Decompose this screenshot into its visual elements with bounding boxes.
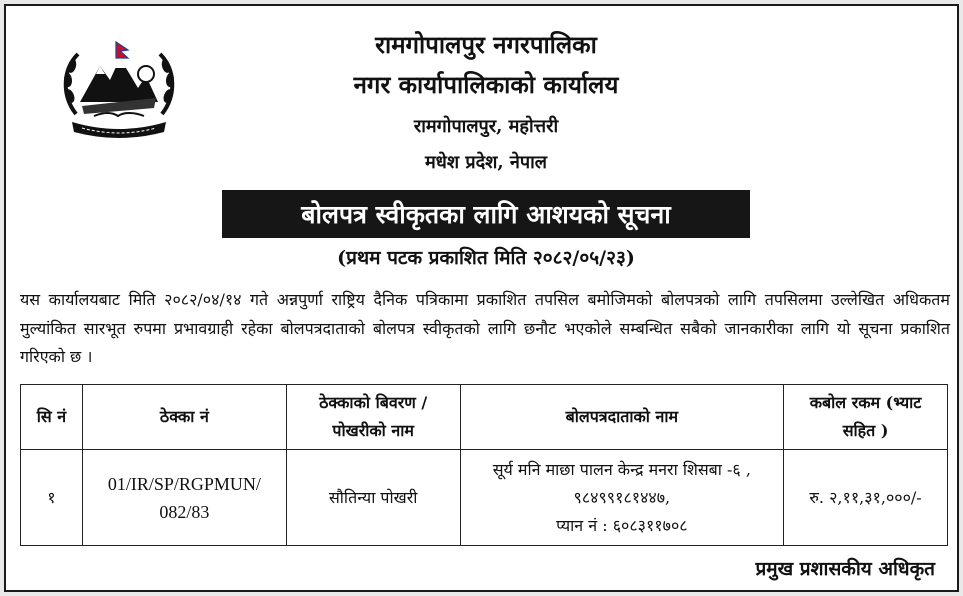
col-header-description: ठेक्काको बिवरण / पोखरीको नाम bbox=[286, 385, 460, 450]
col-header-sn: सि नं bbox=[21, 385, 83, 450]
notice-title: बोलपत्र स्वीकृतका लागि आशयको सूचना bbox=[222, 190, 750, 238]
cell-amount: रु. २,११,३१,०००/- bbox=[784, 450, 948, 546]
signatory: प्रमुख प्रशासकीय अधिकृत bbox=[755, 558, 935, 580]
municipality-emblem-icon bbox=[58, 36, 180, 142]
notice-sheet bbox=[4, 4, 959, 592]
col-header-contract-no: ठेक्का नं bbox=[82, 385, 286, 450]
notice-body: यस कार्यालयबाट मिति २०८२/०४/१४ गते अन्नपुर्णा राष्ट्रिय दैनिक पत्रिकामा प्रकाशित तपसिल बमोजिमको बोलपत्रको लागि तपसिलमा उल्लेखित अधिकतम मुल्यांकित सारभूत रुपमा प्रभावग्राही रहेका बोलपत्रदाताको बोलपत्र स्वीकृतको लागि छनौट भएकोले सम्बन्धित सबैको जानकारीका लागि यो सूचना प्रकाशित गरिएको छ । bbox=[20, 290, 950, 366]
cell-contract-no: 01/IR/SP/RGPMUN/ 082/83 bbox=[82, 450, 286, 546]
cell-description: सौतिन्या पोखरी bbox=[286, 450, 460, 546]
cell-sn: १ bbox=[21, 450, 83, 546]
office-name: रामगोपालपुर नगरपालिका bbox=[375, 30, 597, 59]
office-type: नगर कार्यापालिकाको कार्यालय bbox=[353, 70, 619, 99]
col-header-bidder: बोलपत्रदाताको नाम bbox=[460, 385, 784, 450]
col-header-amount: कबोल रकम (भ्याट सहित ) bbox=[784, 385, 948, 450]
cell-bidder: सूर्य मनि माछा पालन केन्द्र मनरा शिसबा -६ , ९८४९९१८१४४७, प्यान नं : ६०८३११७०८ bbox=[460, 450, 784, 546]
bid-table bbox=[20, 384, 948, 546]
table-row bbox=[21, 450, 948, 546]
notice-subtitle: (प्रथम पटक प्रकाशित मिति २०८२/०५/२३) bbox=[337, 247, 635, 269]
province-line: मधेश प्रदेश, नेपाल bbox=[425, 152, 547, 173]
address-line: रामगोपालपुर, महोत्तरी bbox=[413, 116, 559, 137]
table-header-row bbox=[21, 385, 948, 450]
